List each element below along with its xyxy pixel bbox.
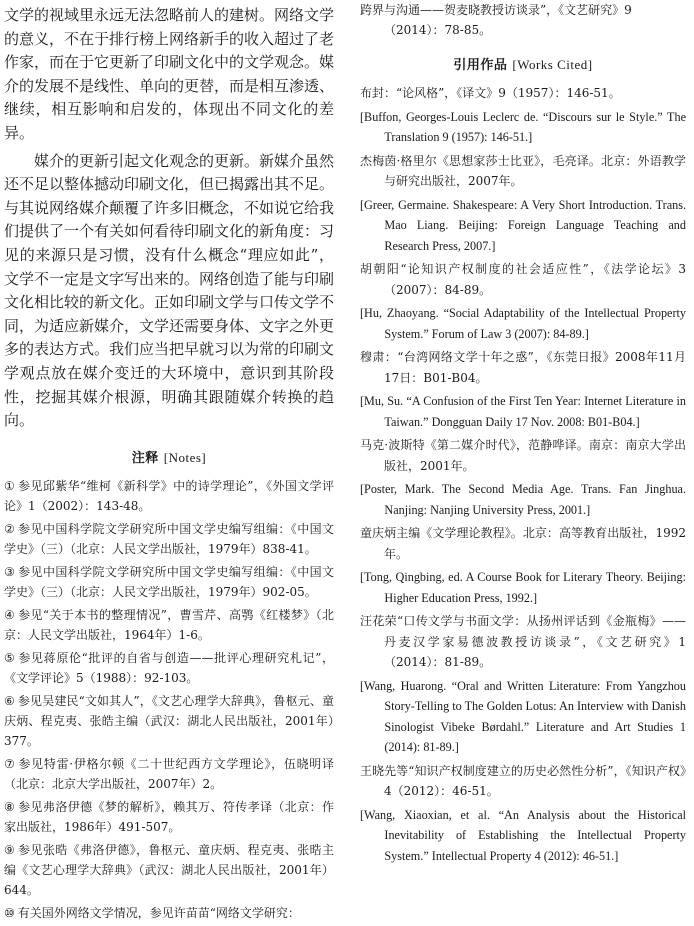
body-paragraph: 文学的视域里永远无法忽略前人的建树。网络文学的意义，不在于排行榜上网络新手的收入超过了老作家，而在于它更新了印刷文化中的文学观念。媒介的发展不是线性、单向的更替，而是相互渗透、继续，相互影响和启发的，体现出不同文化的差异。 bbox=[4, 6, 335, 142]
body-paragraph: 媒介的更新引起文化观念的更新。新媒介虽然还不足以整体撼动印刷文化，但已揭露出其不足。与其说网络媒介颠覆了许多旧概念，不如说它给我们提供了一个有关如何看待印刷文化的新角度：习见的来源只是习惯，没有什么概念“理应如此”，文学不一定是文字写出来的。网络创造了能与印刷文化相比较的新文化。正如印刷文学与口传文学不同，为适应新媒介，文学还需要身体、文字之外更多的表达方式。我们应当把早就习以为常的印刷文学观点放在媒介变迁的大环境中，意识到其阶段性，挖掘其媒介根源，明确其跟随媒介转换的趋向。 bbox=[4, 151, 335, 430]
note-item bbox=[4, 754, 334, 794]
works-cited-list bbox=[360, 83, 686, 866]
note-item bbox=[4, 519, 334, 559]
reference-en: [Greer, Germaine. Shakespeare: A Very Short Introduction. Trans. Mao Liang. Beijing: Foreign Language Teaching and Research Press, 2007.] bbox=[360, 197, 686, 253]
reference-en: [Tong, Qingbing, ed. A Course Book for Literary Theory. Beijing: Higher Education Press, 1992.] bbox=[360, 570, 686, 605]
reference-zh: 杰梅茵·格里尔《思想家莎士比亚》，毛亮译。北京：外语教学与研究出版社，2007年。 bbox=[360, 153, 686, 188]
reference-zh: 布封：“论风格”，《译文》9（1957）：146-51。 bbox=[360, 86, 621, 100]
note-number: ① bbox=[4, 478, 16, 493]
note-number: ② bbox=[4, 521, 16, 536]
notes-heading-zh: 注释 bbox=[131, 450, 159, 466]
works-cited-heading bbox=[360, 54, 686, 73]
note-number: ④ bbox=[4, 607, 16, 622]
note-text: 参见吴建民“文如其人”，《文艺心理学大辞典》，鲁枢元、童庆炳、程克夷、张皓主编（武汉：湖北人民出版社，2001年）377。 bbox=[4, 693, 334, 748]
reference-zh: 穆肃：“台湾网络文学十年之惑”，《东莞日报》2008年11月17日：B01-B04。 bbox=[360, 350, 686, 385]
note-number: ⑩ bbox=[4, 905, 15, 920]
reference-en: [Wang, Huarong. “Oral and Written Literature: From Yangzhou Story-Telling to The Golden Lotus: An Interview with Danish Sinologist Vibeke Børdahl.” Literature and Art Studies 1 (2014): 81-89.] bbox=[360, 678, 686, 754]
works-cited-heading-zh: 引用作品 bbox=[453, 58, 508, 73]
left-column bbox=[4, 0, 334, 926]
reference-zh: 童庆炳主编《文学理论教程》。北京：高等教育出版社，1992年。 bbox=[360, 526, 686, 561]
note-item bbox=[4, 691, 334, 751]
reference-en: [Wang, Xiaoxian, et al. “An Analysis about the Historical Inevitability of Establishing the Intellectual Property System.” Intellectual Property 4 (2012): 46-51.] bbox=[360, 807, 686, 863]
note-number: ⑤ bbox=[4, 650, 16, 665]
reference-en: [Buffon, Georges-Louis Leclerc de. “Discours sur le Style.” The Translation 9 (1957): 146-51.] bbox=[360, 109, 686, 144]
note-text: 参见弗洛伊德《梦的解析》，赖其万、符传孝译（北京：作家出版社，1986年）491-507。 bbox=[4, 799, 334, 834]
note-text: 参见张晧《弗洛伊德》，鲁枢元、童庆炳、程克夷、张晧主编《文艺心理学大辞典》（武汉：湖北人民出版社，2001年）644。 bbox=[4, 842, 334, 897]
reference-zh: 马克·波斯特《第二媒介时代》，范静哗译。南京：南京大学出版社，2001年。 bbox=[360, 438, 686, 473]
reference-en: [Poster, Mark. The Second Media Age. Trans. Fan Jinghua. Nanjing: Nanjing University Press, 2001.] bbox=[360, 482, 686, 517]
reference-en: [Mu, Su. “A Confusion of the First Ten Year: Internet Literature in Taiwan.” Dongguan Daily 17 Nov. 2008: B01-B04.] bbox=[360, 394, 686, 429]
reference-zh: 汪花荣“口传文学与书面文学：从扬州评话到《金瓶梅》——丹麦汉学家易德波教授访谈录”，《文艺研究》1（2014）：81-89。 bbox=[360, 614, 686, 669]
notes-list bbox=[4, 476, 334, 923]
note-text: 参见中国科学院文学研究所中国文学史编写组编：《中国文学史》（三）（北京：人民文学出版社，1979年）838-41。 bbox=[4, 521, 334, 556]
note-number: ⑨ bbox=[4, 842, 16, 857]
note-text: 参见邱紫华“维柯《新科学》中的诗学理论”，《外国文学评论》1（2002）：143-48。 bbox=[4, 478, 334, 513]
note-number: ⑥ bbox=[4, 693, 15, 708]
note-number: ⑦ bbox=[4, 756, 16, 771]
note-item bbox=[4, 840, 334, 900]
note-item bbox=[4, 605, 334, 645]
note-text: 参见中国科学院文学研究所中国文学史编写组编：《中国文学史》（三）（北京：人民文学出版社，1979年）902-05。 bbox=[4, 564, 334, 599]
note-number: ③ bbox=[4, 564, 16, 579]
note-item bbox=[4, 562, 334, 602]
note-text: 参见特雷·伊格尔顿《二十世纪西方文学理论》，伍晓明译（北京：北京大学出版社，2007年）2。 bbox=[4, 756, 334, 791]
note-item bbox=[4, 797, 334, 837]
reference-zh: 王晓先等“知识产权制度建立的历史必然性分析”，《知识产权》4（2012）：46-51。 bbox=[360, 763, 686, 798]
note-text: 参见“关于本书的整理情况”，曹雪芹、高鹗《红楼梦》（北京：人民文学出版社，1964年）1-6。 bbox=[4, 607, 334, 642]
notes-heading bbox=[4, 447, 334, 466]
note-number: ⑧ bbox=[4, 799, 16, 814]
note-item bbox=[4, 648, 334, 688]
right-column bbox=[360, 0, 686, 869]
note-text: 有关国外网络文学情况，参见许苗苗“网络文学研究： bbox=[17, 905, 300, 920]
note-continuation: 跨界与沟通——贺麦晓教授访谈录”，《文艺研究》9（2014）：78-85。 bbox=[360, 3, 632, 37]
notes-heading-en: [Notes] bbox=[163, 449, 207, 465]
note-item bbox=[4, 476, 334, 516]
reference-zh: 胡朝阳“论知识产权制度的社会适应性”，《法学论坛》3（2007）：84-89。 bbox=[360, 262, 686, 297]
note-text: 参见蒋原伦“批评的自省与创造——批评心理研究札记”，《文学评论》5（1988）：92-103。 bbox=[4, 650, 334, 685]
works-cited-heading-en: [Works Cited] bbox=[512, 57, 593, 72]
reference-en: [Hu, Zhaoyang. “Social Adaptability of the Intellectual Property System.” Forum of Law 3 (2007): 84-89.] bbox=[360, 306, 686, 341]
